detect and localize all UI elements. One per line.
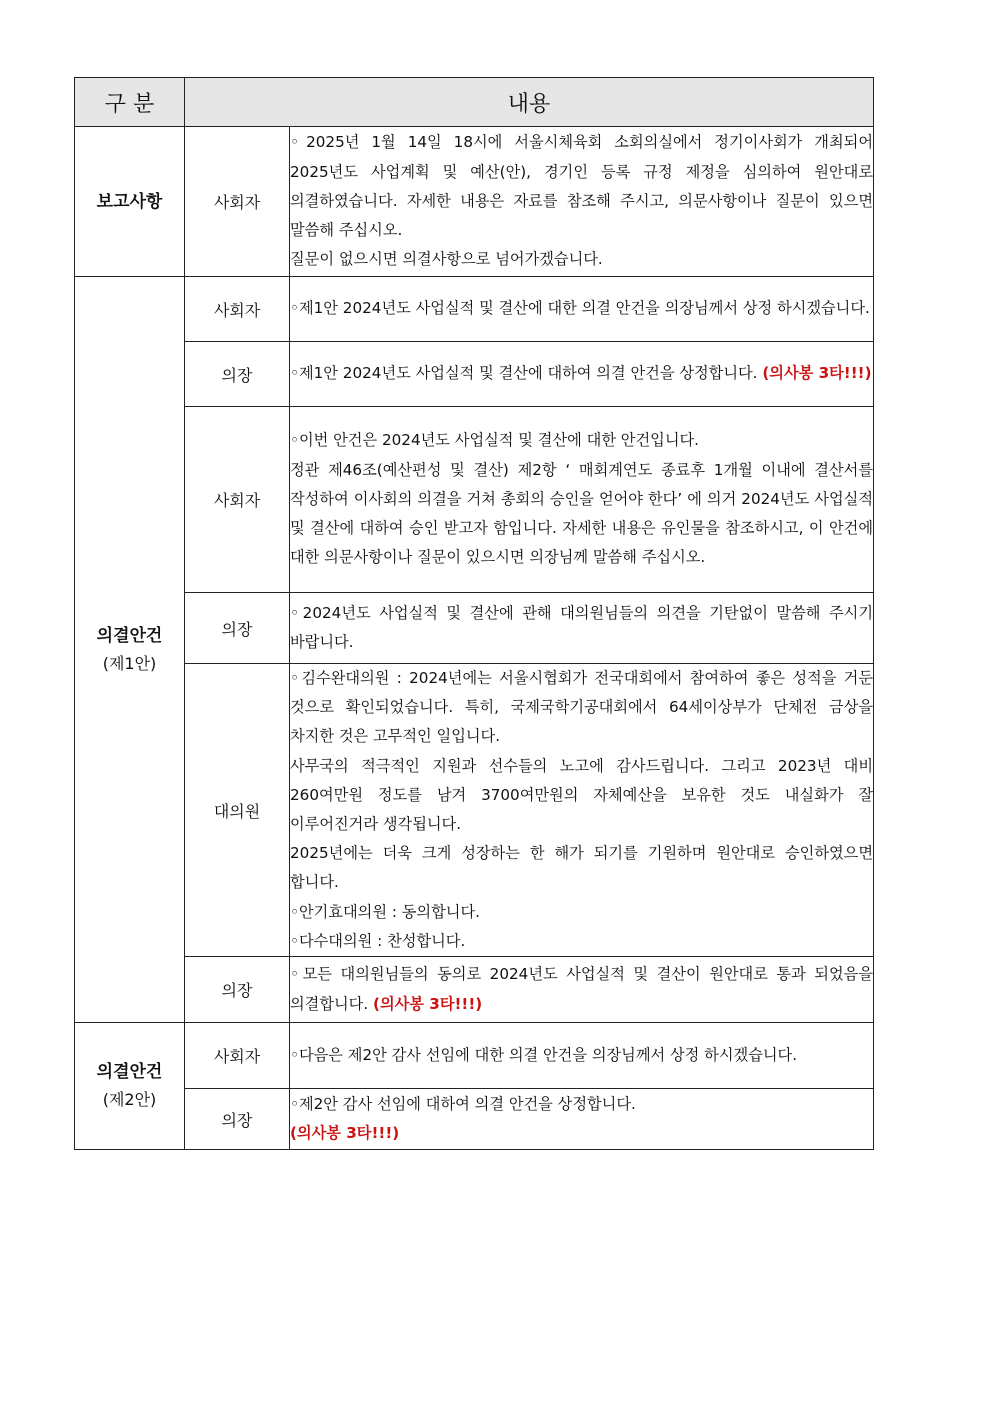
content-cell <box>290 593 874 664</box>
gavel-note: (의사봉 3타!!!) <box>373 994 483 1013</box>
table-row <box>75 342 874 407</box>
content-cell <box>290 1023 874 1089</box>
content-line: ◦2025년 1월 14일 18시에 서울시체육회 소회의실에서 정기이사회가 개최되어 2025년도 사업계획 및 예산(안), 경기인 등록 규정 제정을 심의하여 원안대로 의결하였습니다. 자세한 내용은 자료를 참조해 주시고, 의문사항이나 질문이 있으면 말씀해 주십시오. <box>290 133 873 240</box>
content-line: 정관 제46조(예산편성 및 결산) 제2항 ‘ 매회계연도 종료후 1개월 이내에 결산서를 작성하여 이사회의 의결을 거쳐 총회의 승인을 얻어야 한다’ 에 의거 2024년도 사업실적 및 결산에 대하여 승인 받고자 함입니다. 자세한 내용은 유인물을 참조하시고, 이 안건에 대한 의문사항이나 질문이 있으시면 의장님께 말씀해 주십시오. <box>290 460 873 567</box>
content-cell <box>290 1089 874 1150</box>
header-content-char2: 용 <box>529 91 551 117</box>
section-title: 의결안건 <box>96 625 163 646</box>
gavel-note: (의사봉 3타!!!) <box>290 1124 400 1143</box>
content-text: ◦모든 대의원님들의 동의로 2024년도 사업실적 및 결산이 원안대로 통과 되었음을 의결합니다. <box>290 965 873 1013</box>
table-row <box>75 593 874 664</box>
table-row <box>75 664 874 957</box>
speaker-cell: 의장 <box>185 593 290 664</box>
section-title: 보고사항 <box>96 191 163 212</box>
section-report <box>75 127 185 277</box>
section-agenda-2 <box>75 1023 185 1150</box>
content-line: 사무국의 적극적인 지원과 선수들의 노고에 감사드립니다. 그리고 2023년 대비 260여만원 정도를 남겨 3700여만원의 자체예산을 보유한 것도 내실화가 잘 이루어진거라 생각됩니다. <box>290 756 873 834</box>
section-title: 의결안건 <box>96 1062 163 1083</box>
table-row <box>75 1023 874 1089</box>
content-line: ◦다음은 제2안 감사 선임에 대한 의결 안건을 의장님께서 상정 하시겠습니다. <box>290 1045 798 1064</box>
section-subtitle: (제1안) <box>102 653 157 673</box>
content-line: 2025년에는 더욱 크게 성장하는 한 해가 되기를 기원하며 원안대로 승인하였으면 합니다. <box>290 844 873 892</box>
section-agenda-1 <box>75 277 185 1023</box>
content-cell <box>290 957 874 1023</box>
speaker-cell: 사회자 <box>185 277 290 342</box>
content-line: ◦김수완대의원 : 2024년에는 서울시협회가 전국대회에서 참여하여 좋은 성적을 거둔 것으로 확인되었습니다. 특히, 국제국학기공대회에서 64세이상부가 단체전 금상을 차지한 것은 고무적인 일입니다. <box>290 669 873 746</box>
content-line: ◦다수대의원 : 찬성합니다. <box>290 931 466 950</box>
table-row <box>75 957 874 1023</box>
content-cell <box>290 127 874 277</box>
table-row <box>75 407 874 593</box>
content-line: ◦2024년도 사업실적 및 결산에 관해 대의원님들의 의견을 기탄없이 말씀해 주시기 바랍니다. <box>290 603 873 651</box>
speaker-cell: 사회자 <box>185 127 290 277</box>
table-row <box>75 277 874 342</box>
content-cell <box>290 277 874 342</box>
table-row <box>75 127 874 277</box>
section-subtitle: (제2안) <box>102 1090 157 1110</box>
speaker-cell: 사회자 <box>185 1023 290 1089</box>
minutes-table <box>74 77 874 1150</box>
content-text: ◦제1안 2024년도 사업실적 및 결산에 대하여 의결 안건을 상정합니다. <box>290 364 758 383</box>
header-content <box>185 78 874 127</box>
content-line <box>290 960 873 1018</box>
speaker-cell: 의장 <box>185 957 290 1023</box>
header-category: 구 분 <box>75 78 185 127</box>
header-content-char1: 내 <box>507 91 529 117</box>
table-row <box>75 1089 874 1150</box>
content-cell <box>290 407 874 593</box>
gavel-note: (의사봉 3타!!!) <box>762 364 872 383</box>
content-line: ◦제1안 2024년도 사업실적 및 결산에 대한 의결 안건을 의장님께서 상정 하시겠습니다. <box>290 299 870 318</box>
content-cell <box>290 342 874 407</box>
speaker-cell: 대의원 <box>185 664 290 957</box>
content-line: ◦제2안 감사 선임에 대하여 의결 안건을 상정합니다. <box>290 1094 636 1113</box>
speaker-cell: 사회자 <box>185 407 290 593</box>
speaker-cell: 의장 <box>185 342 290 407</box>
speaker-cell: 의장 <box>185 1089 290 1150</box>
content-line: 질문이 없으시면 의결사항으로 넘어가겠습니다. <box>290 250 603 269</box>
content-cell <box>290 664 874 957</box>
content-line: ◦안기효대의원 : 동의합니다. <box>290 902 480 921</box>
content-line: ◦이번 안건은 2024년도 사업실적 및 결산에 대한 안건입니다. <box>290 431 699 450</box>
content-line <box>290 359 873 388</box>
table-header-row <box>75 78 874 127</box>
